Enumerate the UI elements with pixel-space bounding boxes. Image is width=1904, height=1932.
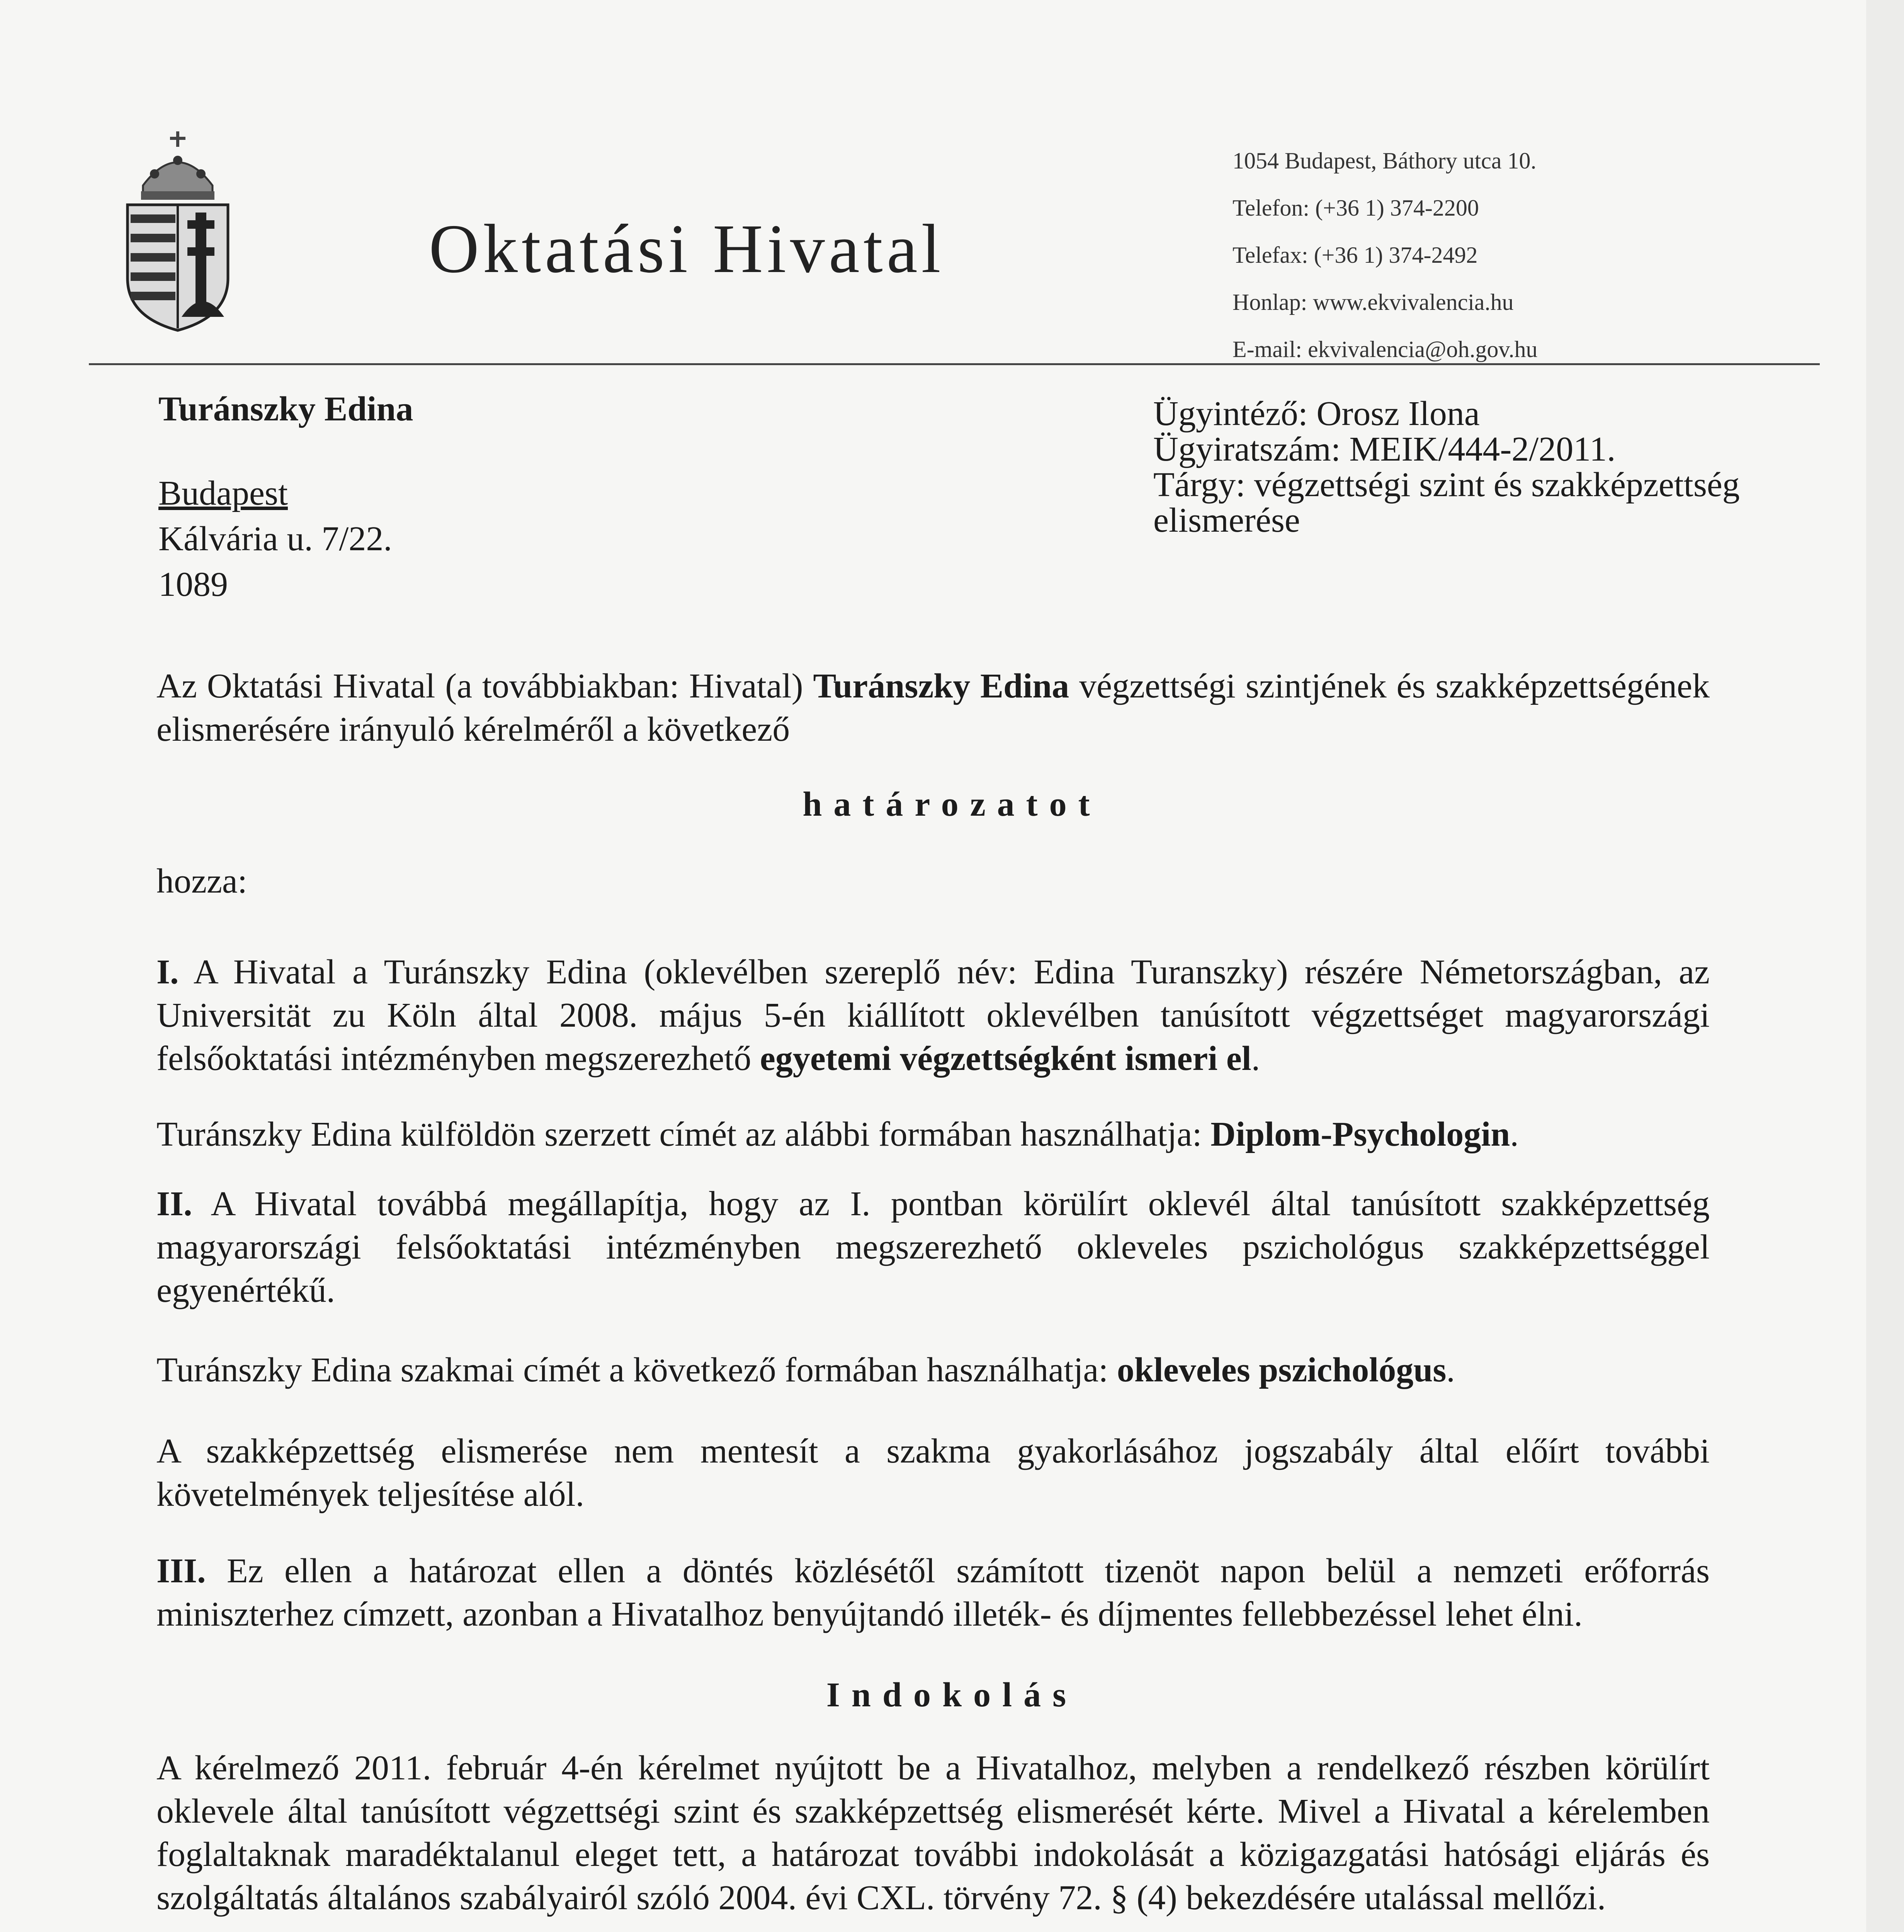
section-1 xyxy=(156,951,1710,1080)
intro-applicant-name: Turánszky Edina xyxy=(813,667,1069,705)
recipient-name: Turánszky Edina xyxy=(158,390,413,428)
reference-block xyxy=(1153,396,1787,538)
intro-paragraph xyxy=(156,665,1710,751)
coat-of-arms-icon xyxy=(120,131,236,332)
section-1-text: A Hivatal a Turánszky Edina (oklevélben szereplő név: Edina Turanszky) részére Németországban, az Universität zu Köln által 2008. május 5-én kiállított oklevélben tanúsított végzettséget magyarországi felsőoktatási intézményben megszerezhető xyxy=(156,953,1710,1078)
professional-title-paragraph xyxy=(156,1349,1710,1392)
note-paragraph: A szakképzettség elismerése nem mentesít a szakma gyakorlásához jogszabály által előírt további követelmények teljesítése alól. xyxy=(156,1432,1710,1514)
contact-fax: Telefax: (+36 1) 374-2492 xyxy=(1232,242,1478,268)
section-1-decision: egyetemi végzettségként ismeri el xyxy=(760,1039,1251,1078)
section-3-text: Ez ellen a határozat ellen a döntés közlésétől számított tizenöt napon belül a nemzeti erőforrás miniszterhez címzett, azonban a Hivatalhoz benyújtandó illeték- és díjmentes fellebbezéssel lehet élni. xyxy=(156,1552,1710,1633)
section-1-number: I. xyxy=(156,953,179,991)
intro-text: Az Oktatási Hivatal (a továbbiakban: Hivatal) xyxy=(156,667,813,705)
hozza-label: hozza: xyxy=(156,862,247,900)
title-use-paragraph xyxy=(156,1113,1710,1156)
contact-address: 1054 Budapest, Báthory utca 10. xyxy=(1232,148,1537,173)
recipient-street: Kálvária u. 7/22. xyxy=(158,520,392,558)
header-divider xyxy=(89,363,1820,365)
recipient-city: Budapest xyxy=(158,474,288,512)
section-3-number: III. xyxy=(156,1552,206,1590)
contact-email: E-mail: ekvivalencia@oh.gov.hu xyxy=(1232,337,1538,362)
reasoning-paragraph: A kérelmező 2011. február 4-én kérelmet nyújtott be a Hivatalhoz, melyben a rendelkező részben körülírt oklevele által tanúsított végzettségi szint és szakképzettség elismerését kérte. Mivel a Hivatal a kérelemben foglaltaknak maradéktalanul eleget tett, a határozat további indokolását a közigazgatási hatósági eljárás és szolgáltatás általános szabályairól szóló 2004. évi CXL. törvény 72. § (4) bekezdésére utalással mellőzi. xyxy=(156,1749,1710,1917)
case-officer: Ügyintéző: Orosz Ilona xyxy=(1153,395,1480,433)
foreign-title: Diplom-Psychologin xyxy=(1210,1115,1510,1153)
recipient-postcode: 1089 xyxy=(158,565,228,604)
contact-website: Honlap: www.ekvivalencia.hu xyxy=(1232,289,1514,315)
section-3 xyxy=(156,1549,1710,1636)
reasoning-heading: Indokolás xyxy=(826,1676,1078,1714)
subject: Tárgy: végzettségi szint és szakképzettség elismerése xyxy=(1153,466,1740,539)
section-2 xyxy=(156,1182,1710,1312)
file-number: Ügyiratszám: MEIK/444-2/2011. xyxy=(1153,430,1616,468)
contact-phone: Telefon: (+36 1) 374-2200 xyxy=(1232,195,1479,221)
section-2-number: II. xyxy=(156,1185,192,1223)
office-name: Oktatási Hivatal xyxy=(429,210,945,287)
professional-title: okleveles pszichológus xyxy=(1117,1351,1447,1389)
professional-title-end: . xyxy=(1446,1351,1455,1389)
title-use-text: Turánszky Edina külföldön szerzett címét az alábbi formában használhatja: xyxy=(156,1115,1211,1153)
scan-edge xyxy=(1866,0,1904,1932)
section-2-text: A Hivatal továbbá megállapítja, hogy az I. pontban körülírt oklevél által tanúsított szakképzettség magyarországi felsőoktatási intézményben megszerezhető okleveles pszichológus szakképzettséggel egyenértékű. xyxy=(156,1185,1710,1310)
title-use-end: . xyxy=(1510,1115,1519,1153)
section-1-end: . xyxy=(1251,1039,1260,1078)
intro-text-end: végzettségi szintjének és szakképzettségének elismerésére irányuló kérelméről a következő xyxy=(156,667,1710,748)
recipient-address xyxy=(158,386,413,607)
professional-title-text: Turánszky Edina szakmai címét a következő formában használhatja: xyxy=(156,1351,1117,1389)
decision-heading: határozatot xyxy=(802,785,1102,823)
contact-block xyxy=(1232,137,1537,373)
